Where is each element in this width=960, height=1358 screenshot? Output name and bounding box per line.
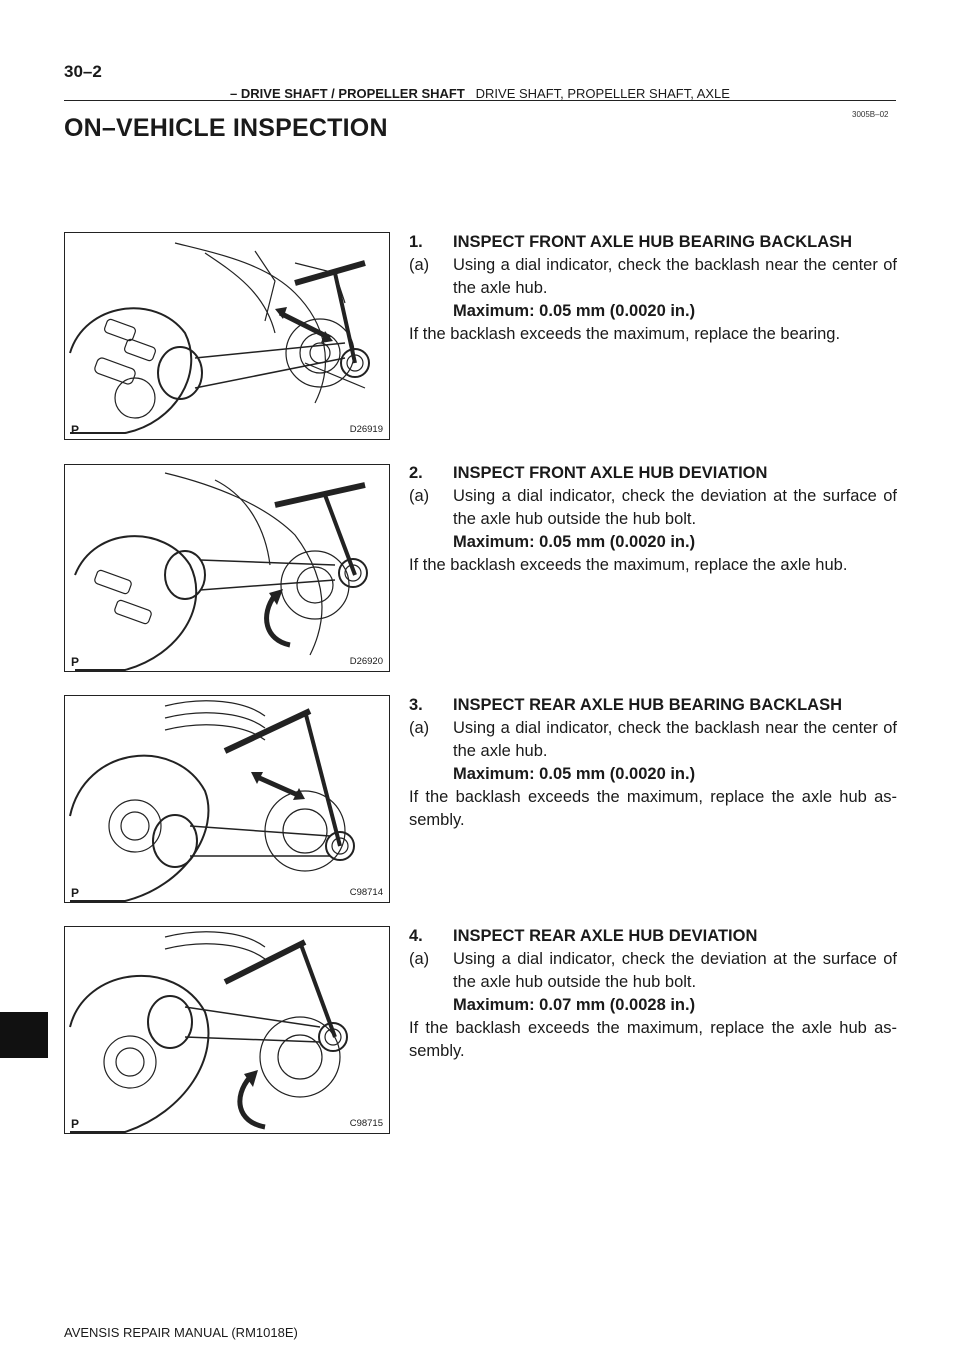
figure-p-mark: P	[71, 1117, 80, 1131]
inspection-step	[409, 462, 897, 577]
step-heading: 1. INSPECT FRONT AXLE HUB BEARING BACKLASH	[409, 233, 853, 251]
document-id: 3005B–02	[852, 110, 889, 119]
step-spec: Maximum: 0.05 mm (0.0020 in.)	[453, 302, 696, 320]
step-substep: (a) Using a dial indicator, check the deviation at the surface of the axle hub outside the hub bolt.	[409, 487, 897, 528]
header-rule	[64, 100, 896, 101]
step-heading: 4. INSPECT REAR AXLE HUB DEVIATION	[409, 927, 758, 945]
illustration-dial-indicator-front-backlash	[65, 233, 390, 440]
step-note: If the backlash exceeds the maximum, replace the axle hub as- sembly.	[409, 788, 897, 829]
step-spec: Maximum: 0.05 mm (0.0020 in.)	[453, 765, 696, 783]
inspection-step	[409, 694, 897, 832]
step-spec: Maximum: 0.07 mm (0.0028 in.)	[453, 996, 696, 1014]
illustration-dial-indicator-rear-backlash	[65, 696, 390, 903]
step-note: If the backlash exceeds the maximum, replace the axle hub as- sembly.	[409, 1019, 897, 1060]
inspection-step	[409, 231, 897, 346]
running-header	[64, 86, 896, 101]
figure-front-hub-backlash	[64, 232, 390, 440]
figure-code: C98715	[349, 1118, 383, 1129]
section-thumb-tab	[0, 1012, 48, 1058]
step-heading: 3. INSPECT REAR AXLE HUB BEARING BACKLASH	[409, 696, 842, 714]
page-footer: AVENSIS REPAIR MANUAL (RM1018E)	[64, 1325, 298, 1340]
figure-p-mark: P	[71, 423, 80, 437]
figure-p-mark: P	[71, 886, 80, 900]
step-spec: Maximum: 0.05 mm (0.0020 in.)	[453, 533, 696, 551]
step-note: If the backlash exceeds the maximum, replace the axle hub.	[409, 556, 848, 574]
step-substep: (a) Using a dial indicator, check the backlash near the center of the axle hub.	[409, 256, 897, 297]
page-number: 30–2	[64, 62, 102, 81]
figure-code: D26920	[349, 656, 383, 667]
figure-code: C98714	[349, 887, 383, 898]
step-note: If the backlash exceeds the maximum, replace the bearing.	[409, 325, 841, 343]
inspection-step	[409, 925, 897, 1063]
step-substep: (a) Using a dial indicator, check the deviation at the surface of the axle hub outside the hub bolt.	[409, 950, 897, 991]
figure-rear-hub-deviation	[64, 926, 390, 1134]
illustration-dial-indicator-front-deviation	[65, 465, 390, 672]
header-subsection: DRIVE SHAFT, PROPELLER SHAFT, AXLE	[475, 86, 730, 101]
figure-code: D26919	[349, 424, 383, 435]
step-substep: (a) Using a dial indicator, check the backlash near the center of the axle hub.	[409, 719, 897, 760]
figure-rear-hub-backlash	[64, 695, 390, 903]
step-heading: 2. INSPECT FRONT AXLE HUB DEVIATION	[409, 464, 768, 482]
illustration-dial-indicator-rear-deviation	[65, 927, 390, 1134]
header-section: – DRIVE SHAFT / PROPELLER SHAFT	[230, 86, 465, 101]
page-title: ON–VEHICLE INSPECTION	[64, 114, 388, 142]
figure-front-hub-deviation	[64, 464, 390, 672]
figure-p-mark: P	[71, 655, 80, 669]
